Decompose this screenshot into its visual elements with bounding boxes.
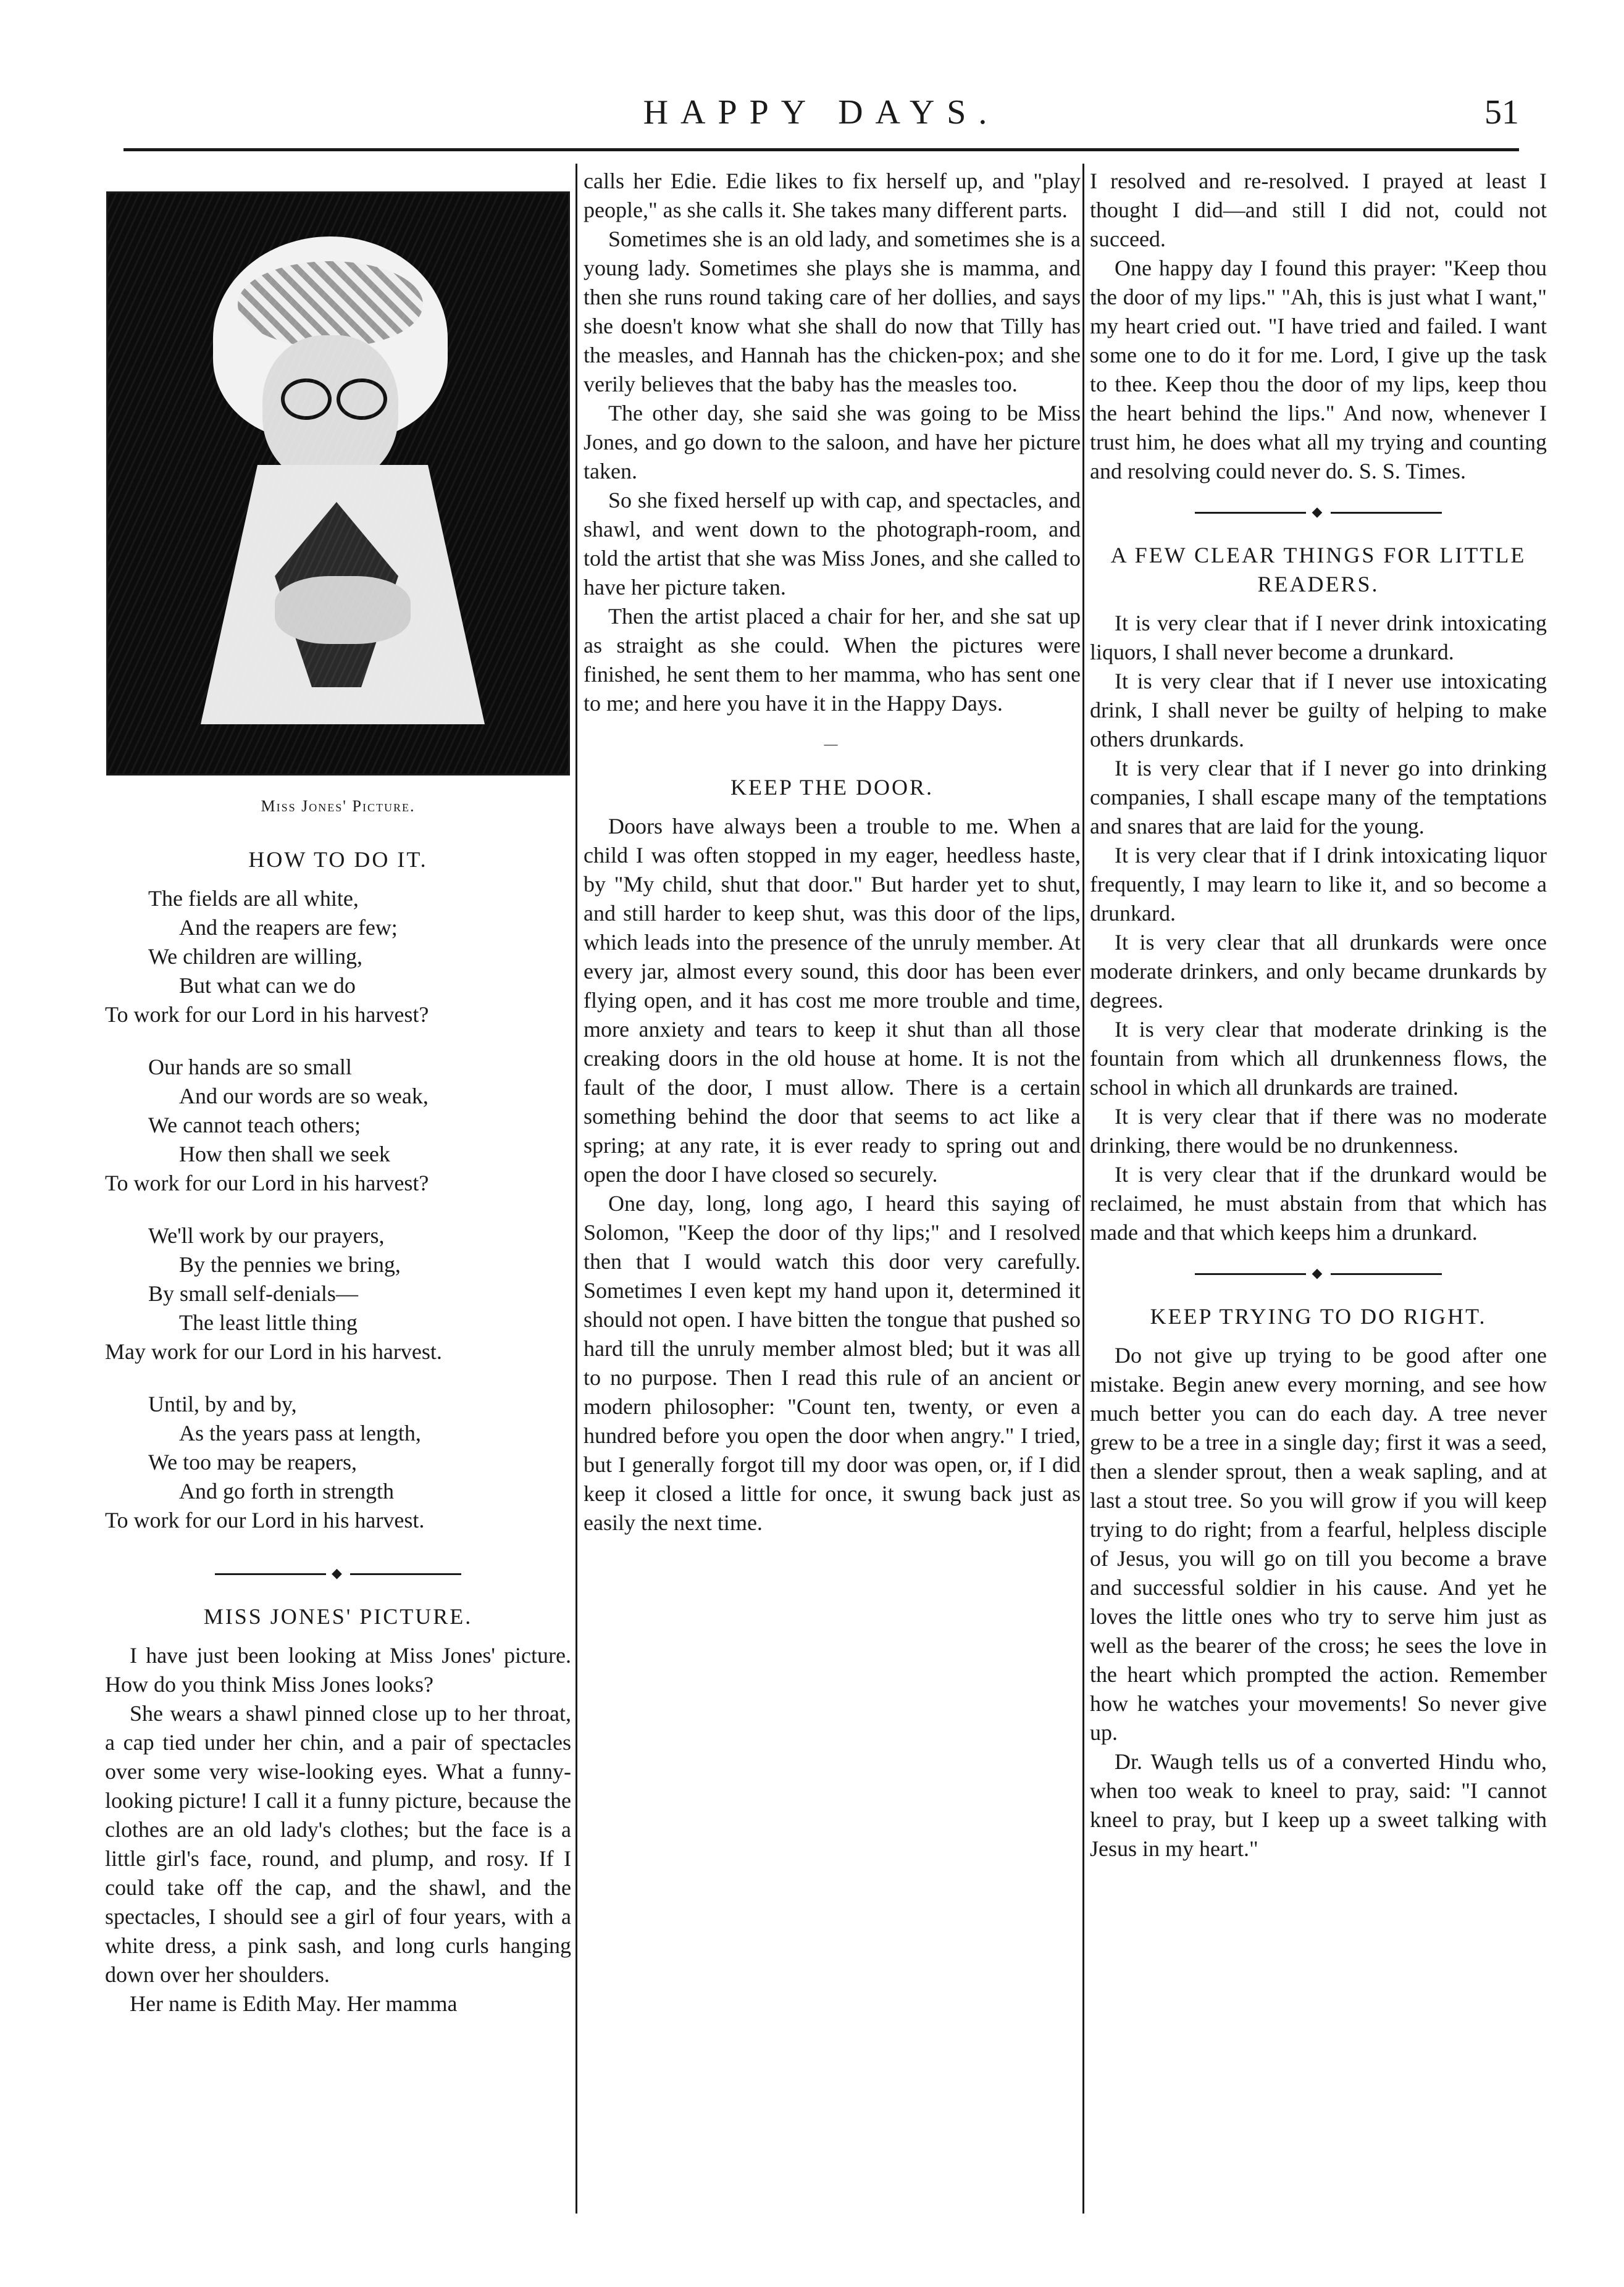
publication-title: HAPPY DAYS. [643,93,1000,132]
poem-line: But what can we do [179,973,356,998]
stanza-2 [105,1053,571,1198]
stanza-4 [105,1390,571,1535]
paragraph: Sometimes she is an old lady, and sometimes she is a young lady. Sometimes she plays she is mamma, and then she runs round taking care of her dollies, and says she doesn't know what she shall do now that Tilly has the measles, and Hannah has the chicken-pox; and she verily believes that the baby has the measles too. [584,227,1081,396]
stanza-3 [105,1221,571,1366]
paragraph: Do not give up trying to be good after one mistake. Begin anew every morning, and see how much better you can do each day. A tree never grew to be a tree in a single day; first it was a seed, then a slender sprout, then a weak sapling, and at last a stout tree. So you will grow if you will keep trying to do right; from a fearful, helpless disciple of Jesus, you will go on till you become a brave and successful soldier in his cause. And yet he loves the little ones who try to serve him just as well as the bearer of the cross; he sees the love in the heart which prompted the action. Remember how he watches your movements! So never give up. [1090,1343,1547,1745]
poem-line: We children are willing, [148,944,362,969]
poem-line: May work for our Lord in his harvest. [105,1339,442,1364]
poem-title: HOW TO DO IT. [248,847,428,872]
poem-line: To work for our Lord in his harvest. [105,1508,425,1532]
section-ornament: ◆ [1090,1258,1547,1287]
paragraph: One happy day I found this prayer: "Keep thou the door of my lips." "Ah, this is just what I want," my heart cried out. "I have tried and failed. I want some one to do it for me. Lord, I give up the task to thee. Keep thou the door of my lips, keep thou the heart behind the lips." And now, whenever I trust him, he does what all my trying and counting and resolving could never do. S. S. Times. [1090,256,1547,483]
paragraph: One day, long, long ago, I heard this saying of Solomon, "Keep the door of thy lips;" and I resolved then that I would watch this door very carefully. Sometimes I even kept my hand upon it, determined it should not open. I have bitten the tongue that pushed so hard till the unruly member almost bled; but it was all to no purpose. Then I read this rule of an ancient or modern philosopher: "Count ten, twenty, or even a hundred before you open the door when angry." I tried, but I generally forgot till my door was open, or, if I did keep it closed a little for once, it swung back just as easily the next time. [584,1191,1081,1535]
paragraph: She wears a shawl pinned close up to her throat, a cap tied under her chin, and a pair of spectacles over some very wise-looking eyes. What a funny-looking picture! I call it a funny picture, because the clothes are an old lady's clothes; but the face is a little girl's face, round, and plump, and rosy. If I could take off the cap, and the shawl, and the spectacles, I should see a girl of four years, with a white dress, a pink sash, and long curls hanging down over her shoulders. [105,1701,571,1987]
paragraph: So she fixed herself up with cap, and spectacles, and shawl, and went down to the photograph-room, and told the artist that she was Miss Jones, and she called to have her picture taken. [584,488,1081,600]
section-title: KEEP TRYING TO DO RIGHT. [1150,1304,1487,1329]
paragraph: It is very clear that moderate drinking is the fountain from which all drunkenness flows, the school in which all drunkards are trained. [1090,1017,1547,1100]
column-2 [584,167,1081,1537]
poem-line: Our hands are so small [148,1055,352,1079]
poem-line: The fields are all white, [148,886,359,911]
poem [105,884,571,1535]
section-ornament: ◆ [1090,497,1547,526]
illustration-caption: Miss Jones' Picture. [261,797,416,815]
paragraph: It is very clear that all drunkards were once moderate drinkers, and only became drunkards by degrees. [1090,930,1547,1013]
paragraph: The other day, she said she was going to be Miss Jones, and go down to the saloon, and have her picture taken. [584,401,1081,483]
section-title: A FEW CLEAR THINGS FOR LITTLE READERS. [1110,543,1526,596]
paragraph: Doors have always been a trouble to me. When a child I was often stopped in my eager, heedless haste, by "My child, shut that door." But harder yet to shut, and still harder to keep shut, was this door of the lips, which leads into the presence of the unruly member. At every jar, almost every sound, this door has been ever flying open, and it has cost me more trouble and time, more anxiety and tears to keep it shut than all those creaking doors in the old house at home. It is not the fault of the door, I must allow. There is a certain something behind the door that seems to act like a spring; at any rate, it is ever ready to spring out and open the door I have closed so securely. [584,814,1081,1187]
poem-line: How then shall we seek [179,1142,390,1166]
paragraph: It is very clear that if I never go into drinking companies, I shall escape many of the temptations and snares that are laid for the young. [1090,756,1547,838]
poem-line: By small self-denials— [148,1281,358,1306]
poem-line: And go forth in strength [179,1479,394,1503]
column-rule-1 [576,164,577,2214]
poem-line: By the pennies we bring, [179,1252,401,1277]
paragraph: Dr. Waugh tells us of a converted Hindu who, when too weak to kneel to pray, said: "I cannot kneel to pray, but I keep up a sweet talking with Jesus in my heart." [1090,1749,1547,1861]
paragraph: calls her Edie. Edie likes to fix herself up, and "play people," as she calls it. She takes many different parts. [584,169,1081,222]
engraving-texture [108,193,568,774]
page-header [123,86,1519,154]
poem-line: Until, by and by, [148,1392,297,1416]
paragraph: I have just been looking at Miss Jones' picture. How do you think Miss Jones looks? [105,1643,571,1697]
column-1 [105,167,571,2018]
paragraph: It is very clear that if the drunkard would be reclaimed, he must abstain from that which has made and that which keeps him a drunkard. [1090,1162,1547,1245]
poem-line: To work for our Lord in his harvest? [105,1171,429,1195]
poem-line: And the reapers are few; [179,915,398,940]
paragraph: I resolved and re-resolved. I prayed at least I thought I did—and still I did not, could not succeed. [1090,169,1547,251]
header-rule [123,148,1519,151]
column-rule-2 [1082,164,1084,2214]
poem-line: To work for our Lord in his harvest? [105,1002,429,1027]
stanza-1 [105,884,571,1029]
poem-line: We cannot teach others; [148,1113,361,1137]
poem-line: We'll work by our prayers, [148,1223,385,1248]
poem-line: The least little thing [179,1310,358,1335]
paragraph: Her name is Edith May. Her mamma [130,1991,458,2016]
story-title: MISS JONES' PICTURE. [203,1604,473,1629]
paragraph: Then the artist placed a chair for her, and she sat up as straight as she could. When the pictures were finished, he sent them to her mamma, who has sent one to me; and here you have it in the Happy Days. [584,604,1081,716]
paragraph: It is very clear that if I drink intoxicating liquor frequently, I may learn to like it, and so become a drunkard. [1090,843,1547,926]
section-title: KEEP THE DOOR. [730,775,934,800]
paragraph: It is very clear that if there was no moderate drinking, there would be no drunkenness. [1090,1104,1547,1158]
paragraph: It is very clear that if I never drink intoxicating liquors, I shall never become a drunkard. [1090,611,1547,664]
paragraph: It is very clear that if I never use intoxicating drink, I shall never be guilty of helping to make others drunkards. [1090,669,1547,751]
poem-line: And our words are so weak, [179,1084,429,1108]
page-number: 51 [1484,93,1519,132]
section-ornament: ◆ [105,1558,571,1587]
poem-line: We too may be reapers, [148,1450,357,1474]
poem-line: As the years pass at length, [179,1421,421,1445]
column-3 [1090,167,1547,1863]
section-ornament: — [824,736,840,751]
miss-jones-illustration [106,191,570,776]
